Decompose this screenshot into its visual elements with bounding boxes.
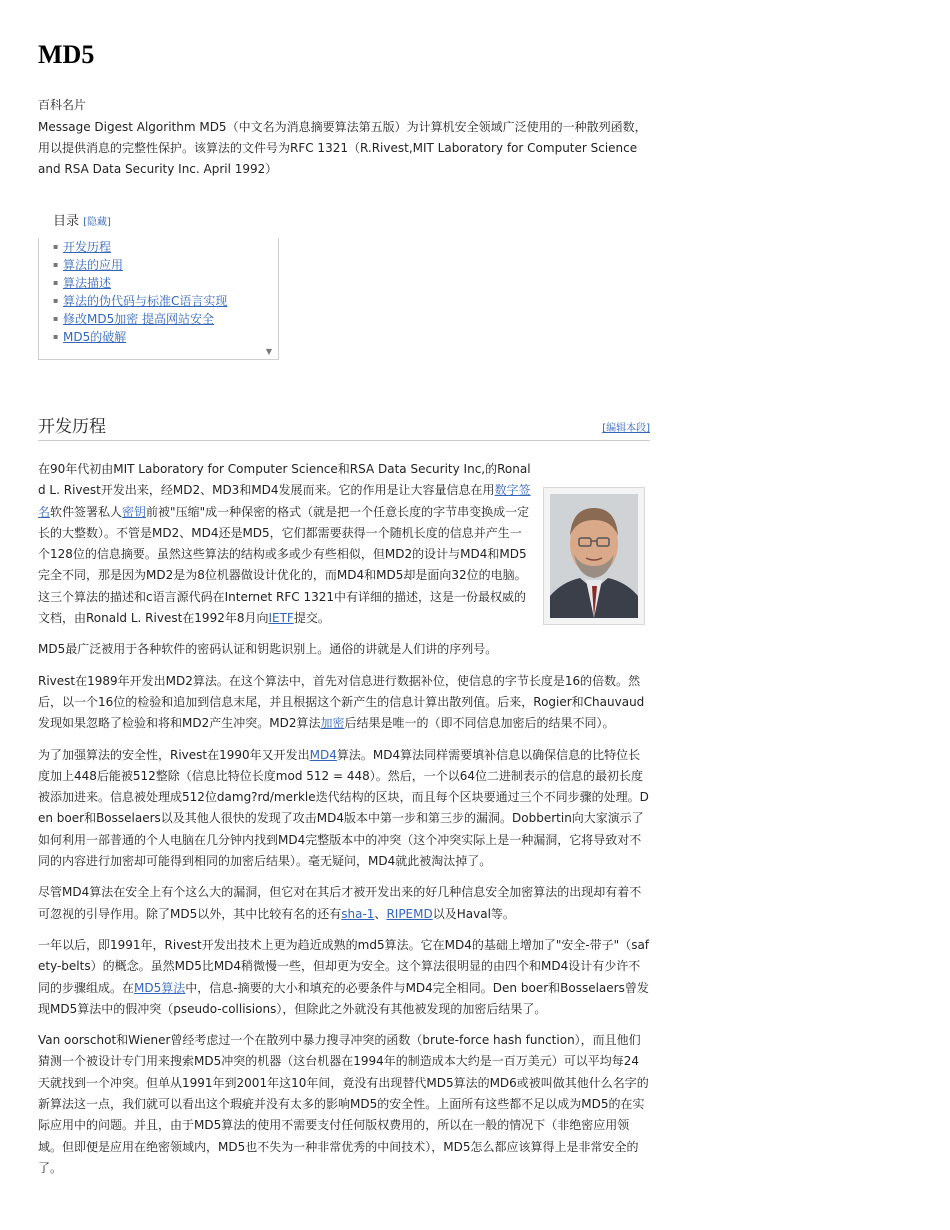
link-sha1[interactable]: sha-1 — [341, 906, 375, 921]
link-md5-algorithm[interactable]: MD5算法 — [134, 980, 186, 995]
card-label: 百科名片 — [38, 98, 87, 112]
paragraph-md5: 一年以后，即1991年，Rivest开发出技术上更为趋近成熟的md5算法。它在MD4的基础上增加了"安全-带子"（safety-belts）的概念。虽然MD5比MD4稍微慢一些，但却更为安全。这个算法很明显的由四个和MD4设计有少许不同的步骤组成。在MD5算法中，信息-摘要的大小和填充的必要条件与MD4完全相同。Den boer和Bosselaers曾发现MD5算法中的假冲突（pseudo-collisions），但除此之外就没有其他被发现的加密后结果了。 — [38, 937, 650, 1016]
toc-toggle-link[interactable]: [隐藏] — [83, 217, 111, 228]
paragraph-security: Van oorschot和Wiener曾经考虑过一个在散列中暴力搜寻冲突的函数（brute-force hash function），而且他们猜测一个被设计专门用来搜索MD5冲突的机器（这台机器在1994年的制造成本大约是一百万美元）可以平均每24天就找到一个冲突。但单从1991年到2001年这10年间，竟没有出现替代MD5算法的MD6或被叫做其他什么名字的新算法这一点，我们就可以看出这个瑕疵并没有太多的影响MD5的安全性。上面所有这些都不足以成为MD5的在实际应用中的问题。并且，由于MD5算法的使用不需要支付任何版权费用的，所以在一般的情况下（非绝密应用领域。但即便是应用在绝密领域内，MD5也不失为一种非常优秀的中间技术），MD5怎么都应该算得上是非常安全的了。 — [38, 1033, 649, 1175]
toc-item[interactable]: ▪ 开发历程 — [53, 238, 227, 256]
link-md4[interactable]: MD4 — [309, 747, 337, 762]
edit-section-link[interactable]: [编辑本段] — [602, 423, 650, 434]
toc-box — [38, 238, 279, 360]
toc-list — [53, 238, 227, 346]
paragraph-md2: Rivest在1989年开发出MD2算法。在这个算法中，首先对信息进行数据补位，使信息的字节长度是16的倍数。然后，以一个16位的检验和追加到信息末尾，并且根据这个新产生的信息计算出散列值。后来，Rogier和Chauvaud发现如果忽略了检验和将和MD2产生冲突。MD2算法加密后结果是唯一的（即不同信息加密后的结果不同）。 — [38, 673, 645, 731]
link-encryption[interactable]: 加密 — [320, 716, 345, 731]
dropdown-arrow-icon[interactable]: ▼ — [265, 347, 272, 356]
toc-item[interactable]: ▪ 算法描述 — [53, 274, 227, 292]
paragraph-usage: MD5最广泛被用于各种软件的密码认证和钥匙识别上。通俗的讲就是人们讲的序列号。 — [38, 642, 498, 657]
link-digital-signature[interactable]: 数字签名 — [38, 483, 531, 519]
toc-header — [53, 210, 111, 229]
link-ripemd[interactable]: RIPEMD — [386, 906, 433, 921]
toc-title: 目录 — [53, 214, 80, 229]
toc-item[interactable]: ▪ 算法的伪代码与标准C语言实现 — [53, 292, 227, 310]
section-title: 开发历程 — [38, 417, 106, 437]
intro-paragraph: Message Digest Algorithm MD5（中文名为消息摘要算法第五版）为计算机安全领域广泛使用的一种散列函数，用以提供消息的完整性保护。该算法的文件号为RFC 1321（R.Rivest,MIT Laboratory for Computer Science and RSA Data Security Inc. April 1992） — [38, 120, 647, 176]
article-body — [38, 459, 650, 1189]
link-key[interactable]: 密钥 — [122, 504, 147, 519]
paragraph-history-1: 在90年代初由MIT Laboratory for Computer Science和RSA Data Security Inc,的Ronald L. Rivest开发出来，经MD2、MD3和MD4发展而来。它的作用是让大容量信息在用数字签名软件签署私人密钥前被"压缩"成一种保密的格式（就是把一个任意长度的字节串变换成一定长的大整数）。不管是MD2、MD4还是MD5，它们都需要获得一个随机长度的信息并产生一个128位的信息摘要。虽然这些算法的结构或多或少有些相似，但MD2的设计与MD4和MD5完全不同，那是因为MD2是为8位机器做设计优化的，而MD4和MD5却是面向32位的电脑。这三个算法的描述和c语言源代码在Internet RFC 1321中有详细的描述，这是一份最权威的文档，由Ronald L. Rivest在1992年8月向IETF提交。 — [38, 462, 531, 626]
paragraph-md4: 为了加强算法的安全性，Rivest在1990年又开发出MD4算法。MD4算法同样需要填补信息以确保信息的比特位长度加上448后能被512整除（信息比特位长度mod 512 = 448）。然后，一个以64位二进制表示的信息的最初长度被添加进来。信息被处理成512位damg?rd/merkle迭代结构的区块，而且每个区块要通过三个不同步骤的处理。Den boer和Bosselaers以及其他人很快的发现了攻击MD4版本中第一步和第三步的漏洞。Dobbertin向大家演示了如何利用一部普通的个人电脑在几分钟内找到MD4完整版本中的冲突（这个冲突实际上是一种漏洞，它将导致对不同的内容进行加密却可能得到相同的加密后结果）。毫无疑问，MD4就此被淘汰掉了。 — [38, 747, 649, 869]
toc-item[interactable]: ▪ 修改MD5加密 提高网站安全 — [53, 310, 227, 328]
toc-item[interactable]: ▪ 算法的应用 — [53, 256, 227, 274]
paragraph-md4-influence: 尽管MD4算法在安全上有个这么大的漏洞，但它对在其后才被开发出来的好几种信息安全加密算法的出现却有着不可忽视的引导作用。除了MD5以外，其中比较有名的还有sha-1、RIPEMD以及Haval等。 — [38, 885, 642, 921]
section-header — [38, 412, 650, 441]
link-ietf[interactable]: IETF — [268, 611, 294, 626]
toc-item[interactable]: ▪ MD5的破解 — [53, 328, 227, 346]
page-title: MD5 — [38, 40, 95, 69]
